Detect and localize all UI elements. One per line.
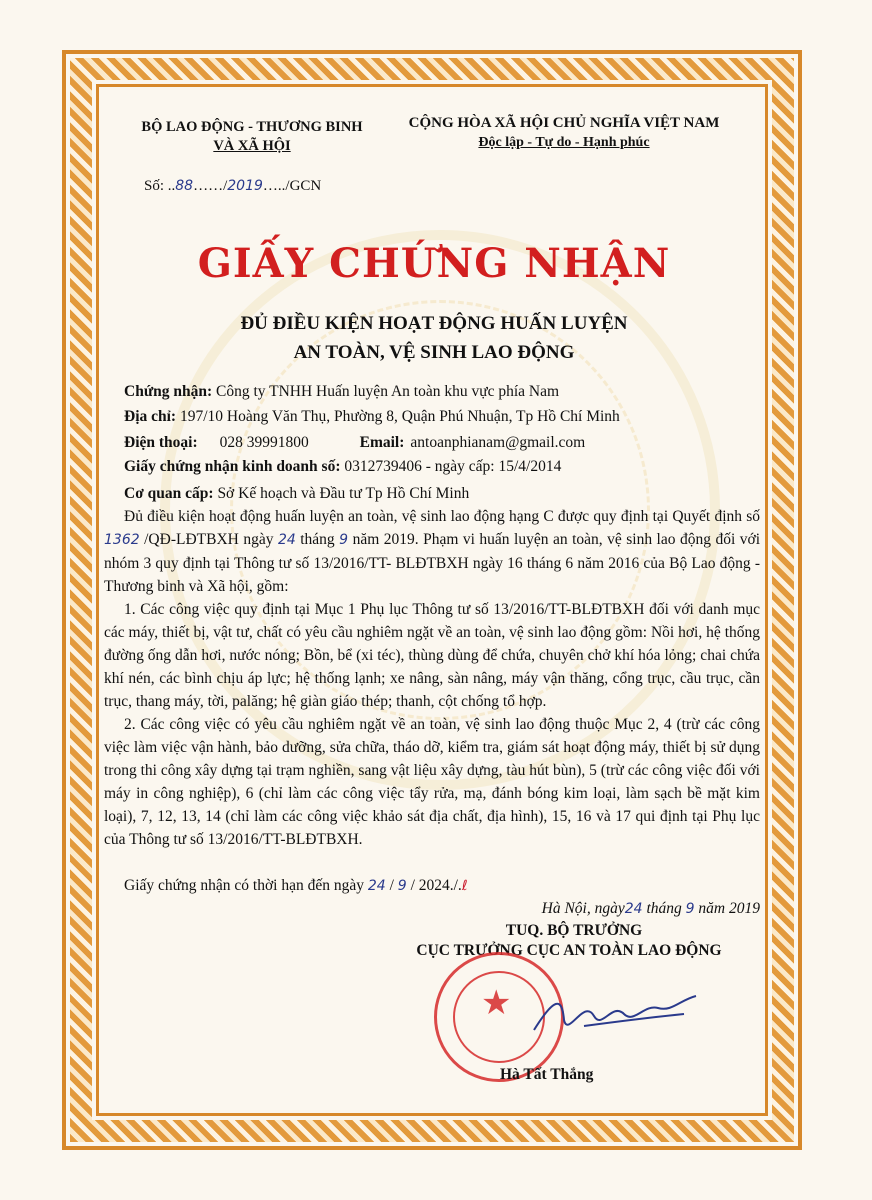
seal-star-icon: ★ — [481, 985, 512, 1022]
national-motto: Độc lập - Tự do - Hạnh phúc — [478, 135, 650, 150]
handwritten-decision-number: 1362 — [104, 532, 140, 548]
certificate-subtitle-2: AN TOÀN, VỆ SINH LAO ĐỘNG — [293, 342, 575, 363]
republic-name: CỘNG HÒA XÃ HỘI CHỦ NGHĨA VIỆT NAM — [408, 115, 720, 131]
field-business-license: Giấy chứng nhận kinh doanh số: 0312739406 - ngày cấp: 15/4/2014 — [124, 458, 562, 475]
handwritten-year: 2019 — [227, 178, 263, 194]
signer-title-1: TUQ. BỘ TRƯỞNG — [505, 922, 643, 939]
field-contact: Điện thoại: 028 39991800 Email: antoanphianam@gmail.com — [124, 434, 586, 451]
handwritten-valid-month: 9 — [397, 878, 407, 894]
handwritten-sign-day: 24 — [624, 901, 643, 917]
field-address: Địa chỉ: 197/10 Hoàng Văn Thụ, Phường 8, Quận Phú Nhuận, Tp Hồ Chí Minh — [124, 408, 620, 425]
field-certified-entity: Chứng nhận: Công ty TNHH Huấn luyện An toàn khu vực phía Nam — [124, 383, 560, 400]
signer-title-2: CỤC TRƯỞNG CỤC AN TOÀN LAO ĐỘNG — [416, 942, 722, 959]
certificate-body — [104, 505, 760, 851]
body-paragraph-2: 1. Các công việc quy định tại Mục 1 Phụ lục Thông tư số 13/2016/TT-BLĐTBXH đối với danh mục các máy, thiết bị, vật tư, chất có yêu cầu nghiêm ngặt về an toàn, vệ sinh lao động gồm: Nồi hơi, hệ thống đường ống dẫn hơi, nước nóng; Bồn, bể (xi téc), thùng dùng để chứa, chuyên chở khí hóa lỏng; chai chứa khí nén, các bình chịu áp lực; hệ thống lạnh; xe nâng, sàn nâng, máy vận thăng, cổng trục, cầu trục, cần trục, thang máy, tời, palăng; hệ giàn giáo thép; thanh, cột chống tổ hợp. — [104, 601, 760, 710]
ministry-line-1: BỘ LAO ĐỘNG - THƯƠNG BINH — [141, 119, 363, 135]
certificate-subtitle-1: ĐỦ ĐIỀU KIỆN HOẠT ĐỘNG HUẤN LUYỆN — [240, 313, 628, 334]
handwritten-valid-day: 24 — [367, 878, 386, 894]
place-and-date: Hà Nội, ngày24 tháng 9 năm 2019 — [541, 900, 760, 917]
ministry-line-2: VÀ XÃ HỘI — [213, 138, 291, 154]
handwritten-number: 88 — [175, 178, 194, 194]
handwritten-decision-day: 24 — [277, 532, 296, 548]
republic-header — [384, 114, 744, 152]
field-issuing-agency: Cơ quan cấp: Sở Kế hoạch và Đầu tư Tp Hồ Chí Minh — [124, 485, 470, 502]
handwritten-decision-month: 9 — [339, 532, 349, 548]
signer-name: Hà Tất Thắng — [500, 1066, 594, 1083]
handwritten-sign-month: 9 — [685, 901, 695, 917]
body-paragraph-1: Đủ điều kiện hoạt động huấn luyện an toàn, vệ sinh lao động hạng C được quy định tại Quyết định số 1362 /QĐ-LĐTBXH ngày 24 tháng 9 năm 2019. Phạm vi huấn luyện an toàn, vệ sinh lao động đối với nhóm 3 quy định tại Thông tư số 13/2016/TT- BLĐTBXH ngày 16 tháng 6 năm 2016 của Bộ Lao động -Thương binh và Xã hội, gồm: — [104, 508, 760, 595]
validity-line: Giấy chứng nhận có thời hạn đến ngày 24 / 9 / 2024./.ℓ — [124, 877, 468, 894]
handwritten-mark: ℓ — [461, 878, 468, 894]
body-paragraph-3: 2. Các công việc có yêu cầu nghiêm ngặt về an toàn, vệ sinh lao động thuộc Mục 2, 4 (trừ các công việc làm việc vận hành, bảo dưỡng, sửa chữa, tháo dỡ, kiểm tra, giám sát hoạt động máy, thiết bị sử dụng trong thi công xây dựng tại trạm nghiền, sang vật liệu xây dựng, tàu hút bùn), 5 (trừ các công việc đối với máy in công nghiệp), 6 (chỉ làm các công việc tẩy rửa, mạ, đánh bóng kim loại, làm sạch bề mặt kim loại), 7, 12, 13, 14 (chỉ làm các công việc khảo sát địa chất, địa hình), 15, 16 và 17 qui định tại Phụ lục của Thông tư số 13/2016/TT-BLĐTBXH. — [104, 716, 760, 848]
handwritten-signature — [524, 978, 704, 1048]
document-number: Số: ..88……/2019…../GCN — [144, 178, 322, 194]
ministry-header — [132, 118, 372, 156]
certificate-title: GIẤY CHỨNG NHẬN — [197, 240, 671, 287]
